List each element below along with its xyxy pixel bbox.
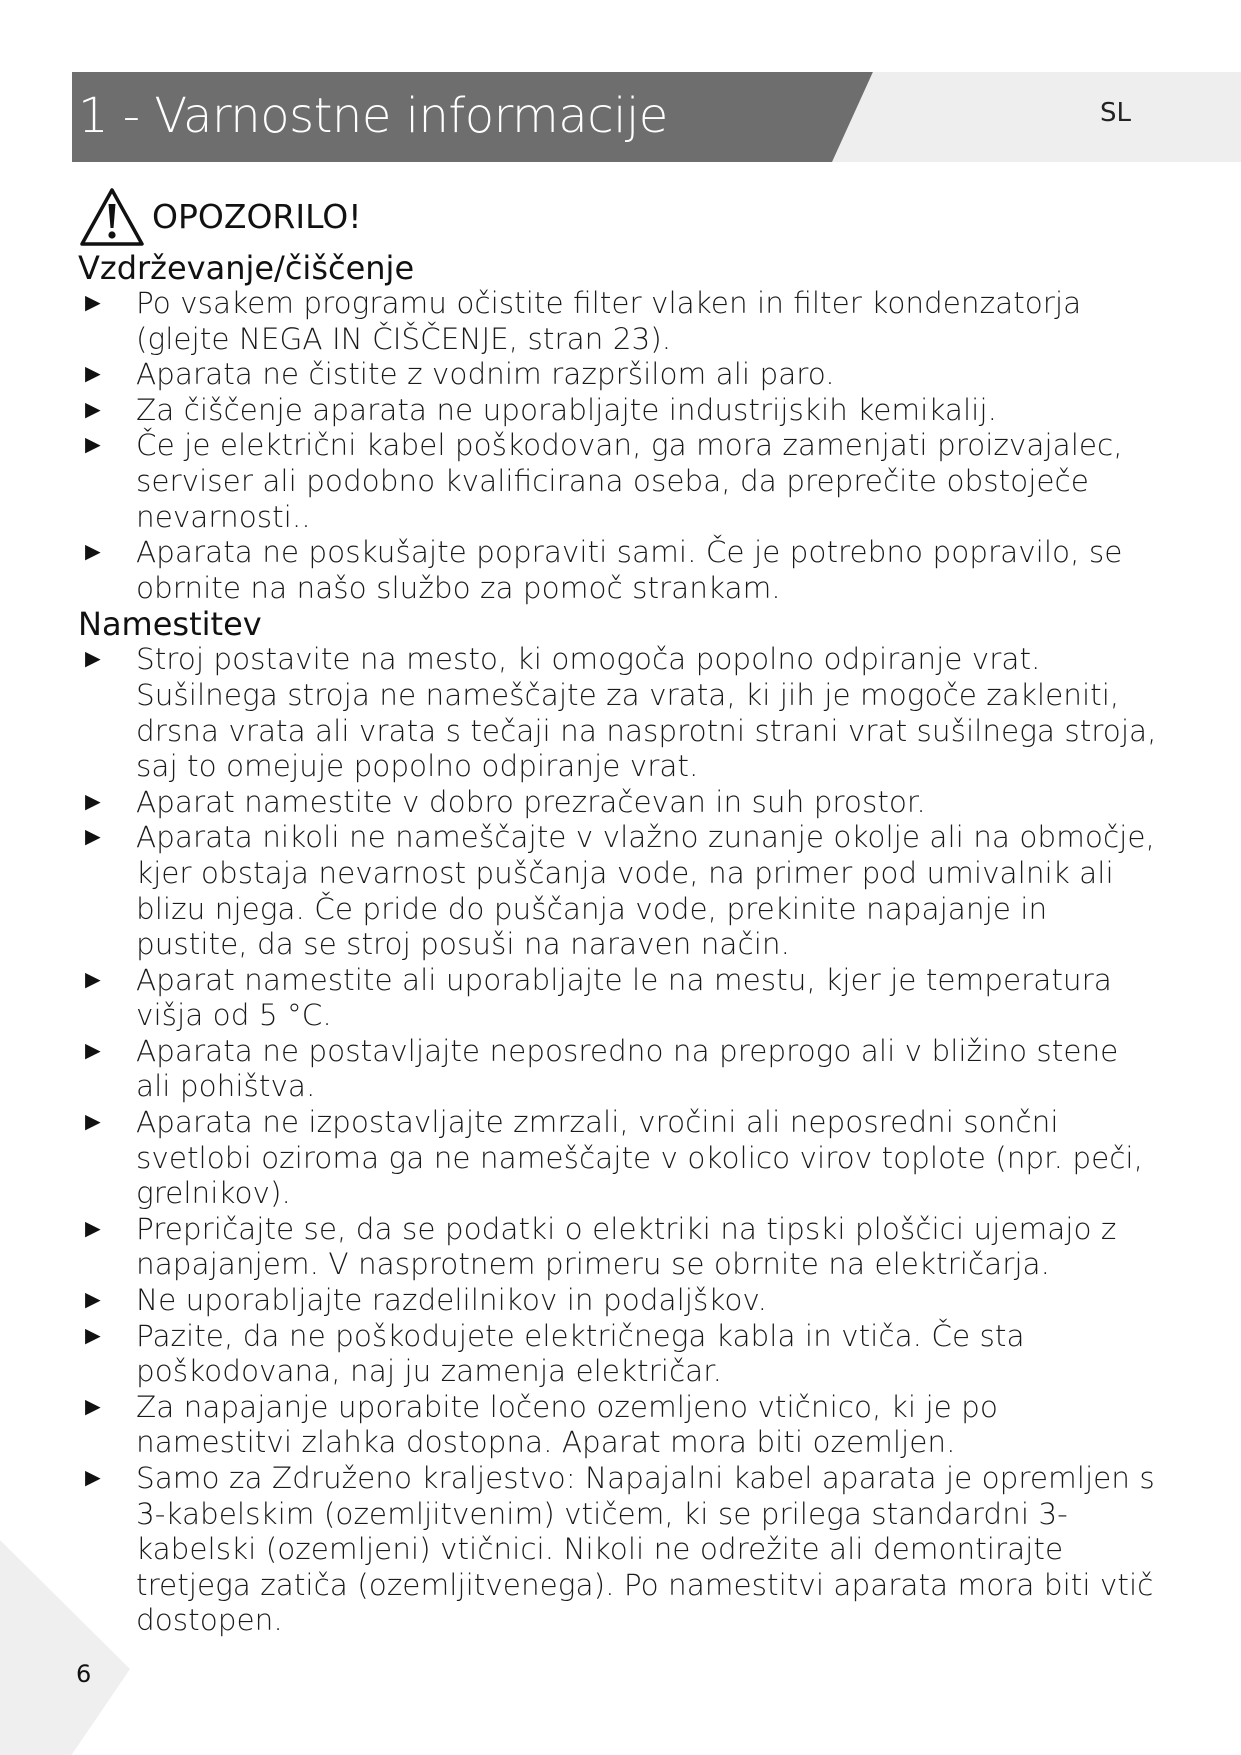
bullet-arrow-icon: ►	[80, 964, 106, 995]
bullet-arrow-icon: ►	[80, 359, 106, 390]
list-item-text: Aparata ne postavljajte neposredno na preprogo ali v bližino stene ali pohištva.	[136, 1033, 1119, 1104]
list-item	[78, 1390, 1158, 1461]
list-item	[78, 1283, 1158, 1319]
bullet-arrow-icon: ►	[80, 288, 106, 318]
list-item-text: Prepričajte se, da se podatki o elektriki na tipski ploščici ujemajo z napajanjem. V nasprotnem primeru se obrnite na električarja.	[136, 1211, 1117, 1282]
list-item-text: Stroj postavite na mesto, ki omogoča popolno odpiranje vrat. Sušilnega stroja ne nameščajte za vrata, ki jih je mogoče zakleniti, drsna vrata ali vrata s tečaji na nasprotni strani vrat sušilnega stroja, saj to omejuje popolno odpiranje vrat.	[136, 642, 1157, 784]
warning-title: OPOZORILO!	[152, 197, 362, 236]
list-item	[78, 963, 1158, 1034]
content	[78, 250, 1158, 1639]
list-item-text: Po vsakem programu očistite filter vlaken in filter kondenzatorja (glejte NEGA IN ČIŠČENJE, stran 23).	[136, 286, 1082, 356]
list-item-text: Ne uporabljajte razdelilnikov in podaljškov.	[136, 1283, 767, 1318]
bullet-arrow-icon: ►	[80, 1285, 106, 1316]
bullet-arrow-icon: ►	[80, 1391, 106, 1422]
bullet-arrow-icon: ►	[80, 1213, 106, 1244]
list-item-text: Če je električni kabel poškodovan, ga mora zamenjati proizvajalec, serviser ali podobno kvalificirana oseba, da preprečite obstoječe nevarnosti..	[136, 428, 1123, 534]
list-item	[78, 1034, 1158, 1105]
list-item	[78, 1319, 1158, 1390]
bullet-arrow-icon: ►	[80, 1107, 106, 1138]
list-item	[78, 785, 1158, 821]
section-heading: Vzdrževanje/čiščenje	[78, 249, 415, 287]
list-item	[78, 820, 1158, 962]
bullet-arrow-icon: ►	[80, 1035, 106, 1066]
bullet-list	[78, 286, 1158, 606]
list-item-text: Aparata ne izpostavljajte zmrzali, vročini ali neposredni sončni svetlobi oziroma ga ne nameščajte v okolico virov toplote (npr. peči, grelnikov).	[136, 1105, 1144, 1211]
bullet-arrow-icon: ►	[80, 430, 106, 461]
bullet-arrow-icon: ►	[80, 537, 106, 568]
warning-heading	[78, 186, 362, 248]
list-item-text: Aparata ne čistite z vodnim razpršilom ali paro.	[136, 357, 835, 392]
bullet-arrow-icon: ►	[80, 394, 106, 425]
list-item	[78, 1212, 1158, 1283]
list-item-text: Za čiščenje aparata ne uporabljajte industrijskih kemikalij.	[136, 392, 997, 427]
bullet-list	[78, 642, 1158, 1639]
warning-triangle-icon	[78, 186, 146, 248]
page-number: 6	[76, 1660, 92, 1688]
list-item	[78, 286, 1158, 357]
list-item	[78, 393, 1158, 429]
language-tab	[832, 72, 1241, 162]
list-item	[78, 642, 1158, 784]
list-item-text: Aparat namestite ali uporabljajte le na mestu, kjer je temperatura višja od 5 °C.	[136, 962, 1112, 1033]
list-item	[78, 535, 1158, 606]
bullet-arrow-icon: ►	[80, 822, 106, 853]
list-item-text: Samo za Združeno kraljestvo: Napajalni kabel aparata je opremljen s 3-kabelskim (ozemljitvenim) vtičem, ki se prilega standardni 3-kabelski (ozemljeni) vtičnici. Nikoli ne odrežite ali demontirajte tretjega zatiča (ozemljitvenega). Po namestitvi aparata mora biti vtič dostopen.	[136, 1461, 1155, 1638]
list-item-text: Pazite, da ne poškodujete električnega kabla in vtiča. Če sta poškodovana, naj ju zamenja električar.	[136, 1318, 1025, 1389]
list-item-text: Aparata ne poskušajte popraviti sami. Če je potrebno popravilo, se obrnite na našo službo za pomoč strankam.	[136, 535, 1123, 605]
bullet-arrow-icon: ►	[80, 786, 106, 817]
list-item	[78, 428, 1158, 535]
list-item-text: Za napajanje uporabite ločeno ozemljeno vtičnico, ki je po namestitvi zlahka dostopna. Aparat mora biti ozemljen.	[136, 1389, 998, 1460]
bullet-arrow-icon: ►	[80, 1463, 106, 1493]
list-item	[78, 357, 1158, 393]
page-title: 1 - Varnostne informacije	[78, 88, 668, 144]
section-heading: Namestitev	[78, 605, 262, 644]
bullet-arrow-icon: ►	[80, 644, 106, 675]
language-label: SL	[1100, 98, 1131, 128]
list-item-text: Aparata nikoli ne nameščajte v vlažno zunanje okolje ali na območje, kjer obstaja nevarnost puščanja vode, na primer pod umivalnik ali blizu njega. Če pride do puščanja vode, prekinite napajanje in pustite, da se stroj posuši na naraven način.	[136, 820, 1155, 962]
list-item	[78, 1461, 1158, 1639]
list-item	[78, 1105, 1158, 1212]
list-item-text: Aparat namestite v dobro prezračevan in suh prostor.	[136, 784, 926, 819]
bullet-arrow-icon: ►	[80, 1320, 106, 1351]
